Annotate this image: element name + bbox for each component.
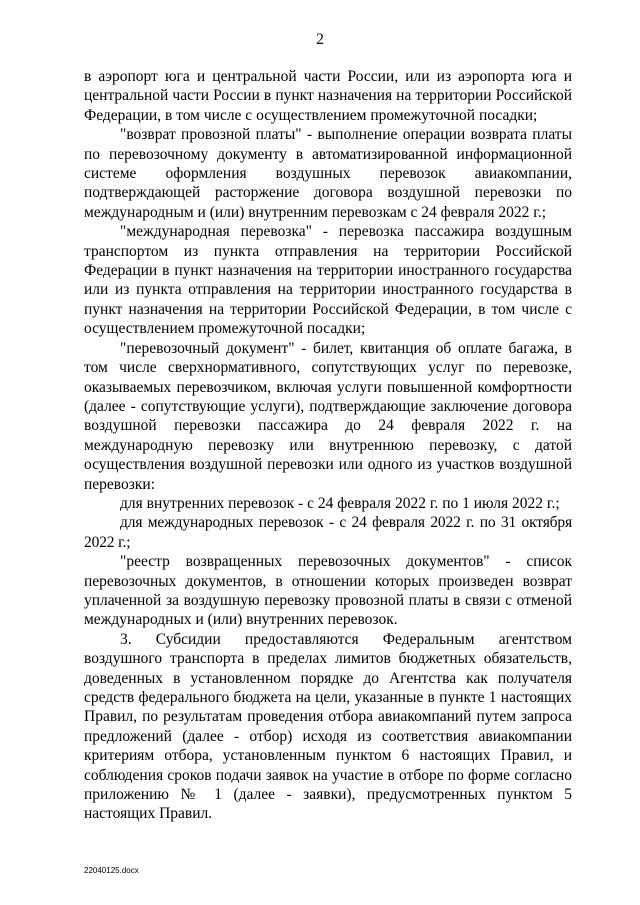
document-body bbox=[84, 67, 572, 824]
footer-file-code: 22040125.docx bbox=[84, 866, 139, 875]
paragraph-section-3: 3. Субсидии предоставляются Федеральным агентством воздушного транспорта в пределах лимитов бюджетных обязательств, доведенных в установленном порядке до Агентства как получателя средств федерального бюджета на цели, указанные в пункте 1 настоящих Правил, по результатам проведения отбора авиакомпаний путем запроса предложений (далее - отбор) исходя из соответствия авиакомпании критериям отбора, установленным пунктом 6 настоящих Правил, и соблюдения сроков подачи заявок на участие в отборе по форме согласно приложению № 1 (далее - заявки), предусмотренных пунктом 5 настоящих Правил. bbox=[84, 630, 572, 823]
paragraph-definition-document: "перевозочный документ" - билет, квитанция об оплате багажа, в том числе сверхнормативного, сопутствующих услуг по перевозке, оказываемых перевозчиком, включая услуги повышенной комфортности (далее - сопутствующие услуги), подтверждающие заключение договора воздушной перевозки пассажира до 24 февраля 2022 г. на международную перевозку или внутреннюю перевозку, с датой осуществления воздушной перевозки или одного из участков воздушной перевозки: bbox=[84, 339, 572, 493]
paragraph-domestic-dates: для внутренних перевозок - с 24 февраля 2022 г. по 1 июля 2022 г.; bbox=[120, 494, 560, 512]
paragraph-definition-registry: "реестр возвращенных перевозочных документов" - список перевозочных документов, в отношении которых произведен возврат уплаченной за воздушную перевозку провозной платы в связи с отменой международных и (или) внутренних перевозок. bbox=[84, 553, 572, 629]
page-number: 2 bbox=[316, 31, 324, 48]
paragraph-international-dates: для международных перевозок - с 24 февраля 2022 г. по 31 октября 2022 г.; bbox=[84, 514, 572, 551]
paragraph-continuation: в аэропорт юга и центральной части России, или из аэропорта юга и центральной части России в пункт назначения на территории Российской Федерации, в том числе с осуществлением промежуточной посадки; bbox=[84, 68, 572, 124]
paragraph-definition-refund: "возврат провозной платы" - выполнение операции возврата платы по перевозочному документу в автоматизированной информационной системе оформления воздушных перевозок авиакомпании, подтверждающей расторжение договора воздушной перевозки по международным и (или) внутренним перевозкам с 24 февраля 2022 г.; bbox=[84, 126, 572, 221]
paragraph-definition-international: "международная перевозка" - перевозка пассажира воздушным транспортом из пункта отправления на территории Российской Федерации в пункт назначения на территории иностранного государства или из пункта отправления на территории иностранного государства в пункт назначения на территории Российской Федерации, в том числе с осуществлением промежуточной посадки; bbox=[84, 223, 572, 338]
